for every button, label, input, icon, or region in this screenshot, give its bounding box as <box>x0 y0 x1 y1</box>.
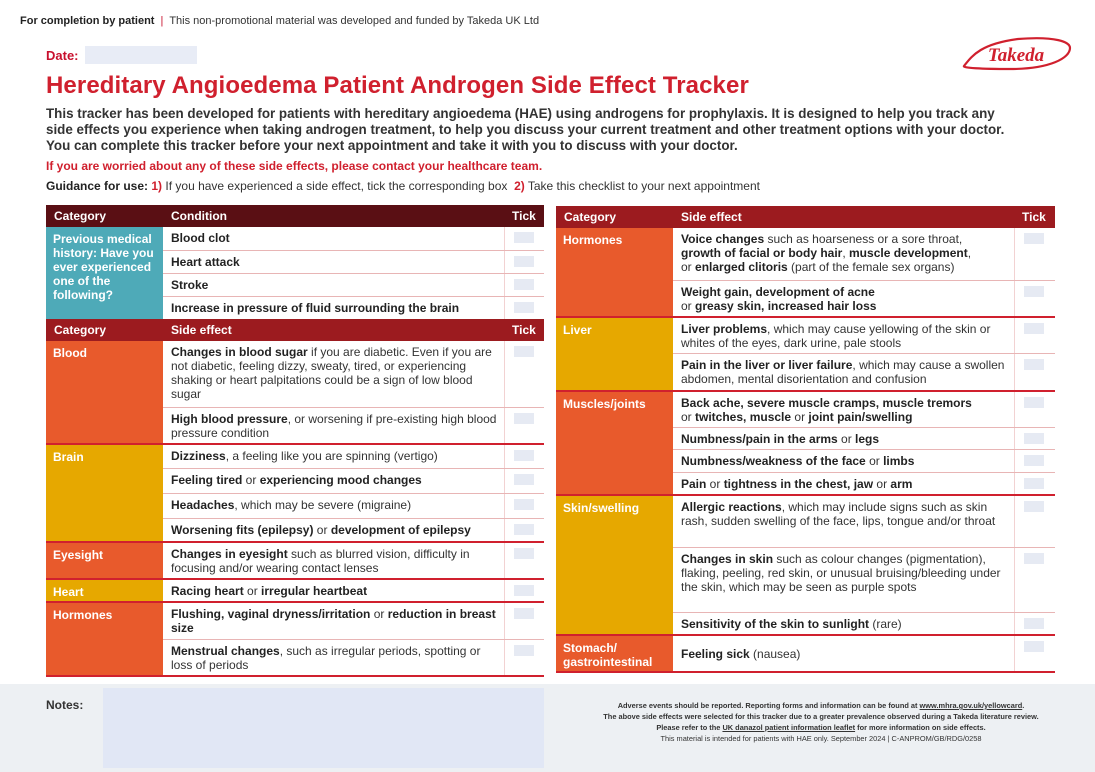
tick-box[interactable] <box>1024 553 1044 564</box>
table-row <box>556 228 1055 280</box>
table-row <box>556 495 1055 547</box>
table-header <box>556 206 1055 228</box>
category-muscles: Muscles/joints <box>556 391 673 496</box>
table-row <box>46 227 544 250</box>
category-heart: Heart <box>46 579 163 602</box>
table-header <box>46 319 544 341</box>
category-hormones: Hormones <box>46 602 163 676</box>
effect-bold: tightness in the chest, jaw <box>723 477 874 491</box>
effect-text: , which may cause yellowing of the skin or whites of the eyes, dark urine, pale stools <box>681 321 991 350</box>
effect-text: , or worsening if pre-existing high blood pressure condition <box>171 411 497 440</box>
effect-bold: Pain in the liver or liver failure <box>681 358 853 372</box>
tick-box[interactable] <box>514 548 534 559</box>
tick-box[interactable] <box>514 302 534 313</box>
category-history: Previous medical history: Have you ever experienced one of the following? <box>46 227 163 319</box>
footer <box>0 684 1095 772</box>
header-tick: Tick <box>504 205 544 227</box>
svg-text:Takeda: Takeda <box>987 45 1045 66</box>
table-row <box>46 444 544 468</box>
effect-bold: Changes in blood sugar <box>171 345 308 359</box>
tick-box[interactable] <box>514 450 534 461</box>
effect-bold: Feeling tired <box>171 472 243 487</box>
table-row <box>46 542 544 579</box>
category-liver: Liver <box>556 317 673 391</box>
tick-box[interactable] <box>514 645 534 656</box>
notes-label: Notes: <box>46 698 84 712</box>
category-hormones: Hormones <box>556 228 673 317</box>
category-brain: Brain <box>46 444 163 542</box>
job-code: This material is intended for patients with HAE only. September 2024 | C-ANPROM/GB/RDG/0258 <box>660 734 982 743</box>
category-eyesight: Eyesight <box>46 542 163 579</box>
tick-box[interactable] <box>1024 501 1044 512</box>
tick-box[interactable] <box>1024 455 1044 466</box>
header-tick: Tick <box>1014 206 1055 228</box>
notes-input[interactable] <box>103 688 544 768</box>
date-label: Date: <box>46 47 79 63</box>
tick-box[interactable] <box>1024 618 1044 629</box>
tick-box[interactable] <box>514 346 534 357</box>
effect-bold: twitches, muscle <box>695 409 792 424</box>
effect-bold: muscle development <box>849 246 968 260</box>
effect-bold: Headaches <box>171 497 235 512</box>
category-skin: Skin/swelling <box>556 495 673 635</box>
takeda-logo <box>958 36 1074 72</box>
footer-legal <box>557 700 1085 744</box>
effect-bold: limbs <box>883 454 915 468</box>
tick-box[interactable] <box>514 524 534 535</box>
step1-text: If you have experienced a side effect, tick the corresponding box <box>165 179 508 193</box>
effect-bold: Changes in skin <box>681 551 774 566</box>
refer-text: Please refer to the <box>656 723 723 732</box>
leaflet-link[interactable]: UK danazol patient information leaflet <box>722 723 856 732</box>
effect-bold: Flushing, vaginal dryness/irritation <box>171 607 371 621</box>
table-row <box>46 579 544 602</box>
effect-bold: Numbness/pain in the arms <box>681 432 838 446</box>
effect-text: or <box>681 409 696 424</box>
effect-text: or <box>681 298 696 313</box>
tick-box[interactable] <box>514 585 534 596</box>
table-row <box>556 317 1055 354</box>
tick-box[interactable] <box>1024 641 1044 652</box>
effect-text: if you are diabetic. Even if you are not diabetic, feeling dizzy, sweaty, tired, or experiencing shaking or heart palpitations could be a sign of low blood sugar <box>171 345 492 401</box>
effect-bold: Back ache, severe muscle cramps, muscle tremors <box>681 395 972 410</box>
header-tick: Tick <box>504 319 544 341</box>
effect-bold: High blood pressure <box>171 411 288 426</box>
table-row <box>46 341 544 407</box>
refer-text-end: for more information on side effects. <box>855 723 986 732</box>
separator: | <box>160 15 164 27</box>
effect-text: or <box>873 477 891 491</box>
effect-bold: Changes in eyesight <box>171 547 288 561</box>
step2-text: Take this checklist to your next appointment <box>527 179 760 193</box>
funding-statement: This non-promotional material was developed and funded by Takeda UK Ltd <box>169 15 540 27</box>
effect-bold: legs <box>855 432 880 446</box>
tick-box[interactable] <box>1024 433 1044 444</box>
effect-text: , a feeling like you are spinning (vertigo) <box>225 449 438 463</box>
effect-bold: enlarged clitoris <box>695 260 788 274</box>
header-category: Category <box>46 319 163 341</box>
top-disclaimer <box>20 15 539 27</box>
tick-box[interactable] <box>514 474 534 485</box>
effect-bold: Racing heart <box>171 584 244 598</box>
effect-bold: development of epilepsy <box>330 522 471 537</box>
table-row <box>556 635 1055 672</box>
yellowcard-link[interactable]: www.mhra.gov.uk/yellowcard <box>919 701 1023 710</box>
effect-text: , <box>842 246 850 260</box>
effect-bold: Weight gain, development of acne <box>681 284 875 299</box>
effect-bold: reduction in breast size <box>171 607 496 635</box>
effect-bold: irregular heartbeat <box>261 584 368 598</box>
effect-bold: experiencing mood changes <box>259 472 422 487</box>
effect-bold: Voice changes <box>681 232 765 246</box>
tick-box[interactable] <box>514 232 534 243</box>
effect-text: or <box>243 584 262 598</box>
category-stomach: Stomach/ gastrointestinal <box>556 635 673 672</box>
effect-bold: Menstrual changes <box>171 643 280 658</box>
effect-bold: Allergic reactions <box>681 500 782 514</box>
tick-box[interactable] <box>1024 359 1044 370</box>
condition-brain-pressure: Increase in pressure of fluid surrounding the brain <box>171 300 460 315</box>
header-side-effect: Side effect <box>673 206 1014 228</box>
effect-bold: Worsening fits (epilepsy) <box>171 522 314 537</box>
effect-text: or <box>791 409 809 424</box>
effect-text: , which may include signs such as skin rash, sudden swelling of the face, lips, tongue and/or throat <box>681 500 996 528</box>
effect-text: , which may be severe (migraine) <box>234 497 412 512</box>
header-side-effect: Side effect <box>163 319 504 341</box>
guidance <box>46 179 760 193</box>
step1-number: 1) <box>151 179 163 193</box>
effect-text: , <box>967 246 972 260</box>
tick-box[interactable] <box>514 279 534 290</box>
audience-label: For completion by patient <box>20 15 155 27</box>
tick-box[interactable] <box>1024 323 1044 334</box>
page-title: Hereditary Angioedema Patient Androgen Side Effect Tracker <box>46 72 749 99</box>
effect-text: (nausea) <box>749 646 801 661</box>
effect-bold: growth of facial or body hair <box>681 246 843 260</box>
effect-text: or <box>865 454 884 468</box>
effect-text: or <box>681 260 696 274</box>
effect-bold: arm <box>890 477 913 491</box>
date-input[interactable] <box>85 46 197 64</box>
period: . <box>1022 701 1025 710</box>
effect-bold: Numbness/weakness of the face <box>681 454 866 468</box>
tick-box[interactable] <box>514 608 534 619</box>
tick-box[interactable] <box>514 256 534 267</box>
date-row <box>46 46 197 64</box>
condition-heart-attack: Heart attack <box>171 254 240 269</box>
table-row <box>556 391 1055 428</box>
guidance-label: Guidance for use: <box>46 179 149 193</box>
effect-text: or <box>242 472 260 487</box>
header-condition: Condition <box>163 205 504 227</box>
step2-number: 2) <box>514 179 525 193</box>
effect-text: such as colour changes (pigmentation), flaking, peeling, red skin, or unusual bruising/bleeding under the skin, which may be seen as purple spots <box>681 551 1001 594</box>
tick-box[interactable] <box>514 499 534 510</box>
effect-bold: Sensitivity of the skin to sunlight <box>681 616 870 631</box>
effect-text: or <box>370 607 388 621</box>
effect-text: , which may cause a swollen abdomen, mental disorientation and confusion <box>681 358 1005 386</box>
adverse-events-text: Adverse events should be reported. Reporting forms and information can be found at <box>617 701 920 710</box>
effect-text: (rare) <box>869 616 902 631</box>
effect-bold: joint pain/swelling <box>808 409 913 424</box>
header-category: Category <box>556 206 673 228</box>
effect-text: (part of the female sex organs) <box>787 260 955 274</box>
effect-bold: Liver problems <box>681 321 768 336</box>
right-tracker-table <box>556 206 1055 673</box>
warning-text: If you are worried about any of these side effects, please contact your healthcare team. <box>46 159 543 173</box>
tick-box[interactable] <box>1024 397 1044 408</box>
tick-box[interactable] <box>1024 286 1044 297</box>
effect-bold: Pain <box>681 477 707 491</box>
effect-text: or <box>706 477 724 491</box>
effect-bold: Dizziness <box>171 449 226 463</box>
condition-stroke: Stroke <box>171 277 209 292</box>
condition-blood-clot: Blood clot <box>171 231 230 245</box>
table-header <box>46 205 544 227</box>
tick-box[interactable] <box>1024 233 1044 244</box>
effect-text: or <box>313 522 331 537</box>
tick-box[interactable] <box>514 413 534 424</box>
effect-bold: greasy skin, increased hair loss <box>695 298 877 313</box>
category-blood: Blood <box>46 341 163 444</box>
effect-text: , such as irregular periods, spotting or loss of periods <box>171 643 481 672</box>
header-category: Category <box>46 205 163 227</box>
effect-text: or <box>837 432 856 446</box>
effect-text: such as hoarseness or a sore throat, <box>764 232 963 246</box>
effect-bold: Feeling sick <box>681 646 750 661</box>
intro-text: This tracker has been developed for patients with hereditary angioedema (HAE) using androgens for prophylaxis. It is designed to help you track any side effects you experience when taking androgen treatment, to help you discuss your current treatment and other treatment options with your doctor. You can complete this tracker before your next appointment and take it with you to discuss with your doctor. <box>46 106 1005 153</box>
selection-note: The above side effects were selected for this tracker due to a greater prevalence observed during a Takeda literature review. <box>603 712 1039 721</box>
left-tracker-table <box>46 205 544 677</box>
table-row <box>46 602 544 639</box>
tick-box[interactable] <box>1024 478 1044 489</box>
effect-text: such as blurred vision, difficulty in focusing and/or wearing contact lenses <box>171 547 470 575</box>
